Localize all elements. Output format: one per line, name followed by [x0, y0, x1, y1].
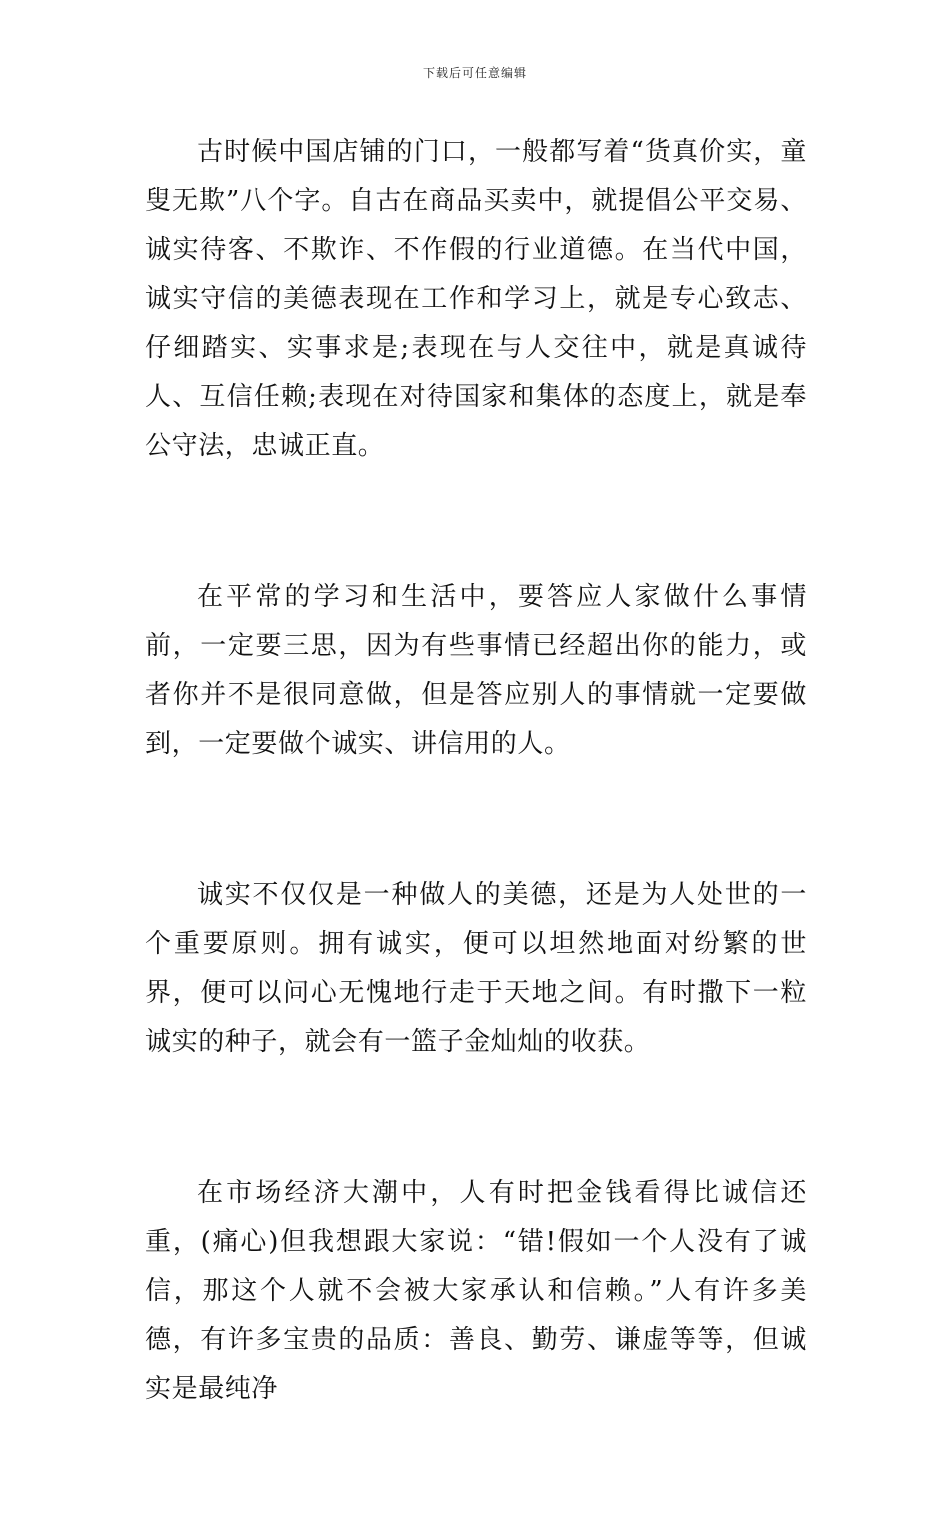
document-body: [145, 128, 807, 1516]
paragraph-2: 在平常的学习和生活中，要答应人家做什么事情前，一定要三思，因为有些事情已经超出你的能力，或者你并不是很同意做，但是答应别人的事情就一定要做到，一定要做个诚实、讲信用的人。: [145, 582, 807, 759]
paragraph-3: 诚实不仅仅是一种做人的美德，还是为人处世的一个重要原则。拥有诚实，便可以坦然地面对纷繁的世界，便可以问心无愧地行走于天地之间。有时撒下一粒诚实的种子，就会有一篮子金灿灿的收获。: [145, 880, 807, 1057]
paragraph-4: 在市场经济大潮中，人有时把金钱看得比诚信还重，(痛心)但我想跟大家说：“错!假如一个人没有了诚信，那这个人就不会被大家承认和信赖。”人有许多美德，有许多宝贵的品质：善良、勤劳、谦虚等等，但诚实是最纯净: [145, 1178, 807, 1404]
page-header: 下载后可任意编辑: [422, 66, 527, 80]
paragraph-1: 古时候中国店铺的门口，一般都写着“货真价实，童叟无欺”八个字。自古在商品买卖中，就提倡公平交易、诚实待客、不欺诈、不作假的行业道德。在当代中国，诚实守信的美德表现在工作和学习上，就是专心致志、仔细踏实、实事求是;表现在与人交往中，就是真诚待人、互信任赖;表现在对待国家和集体的态度上，就是奉公守法，忠诚正直。: [145, 137, 807, 461]
